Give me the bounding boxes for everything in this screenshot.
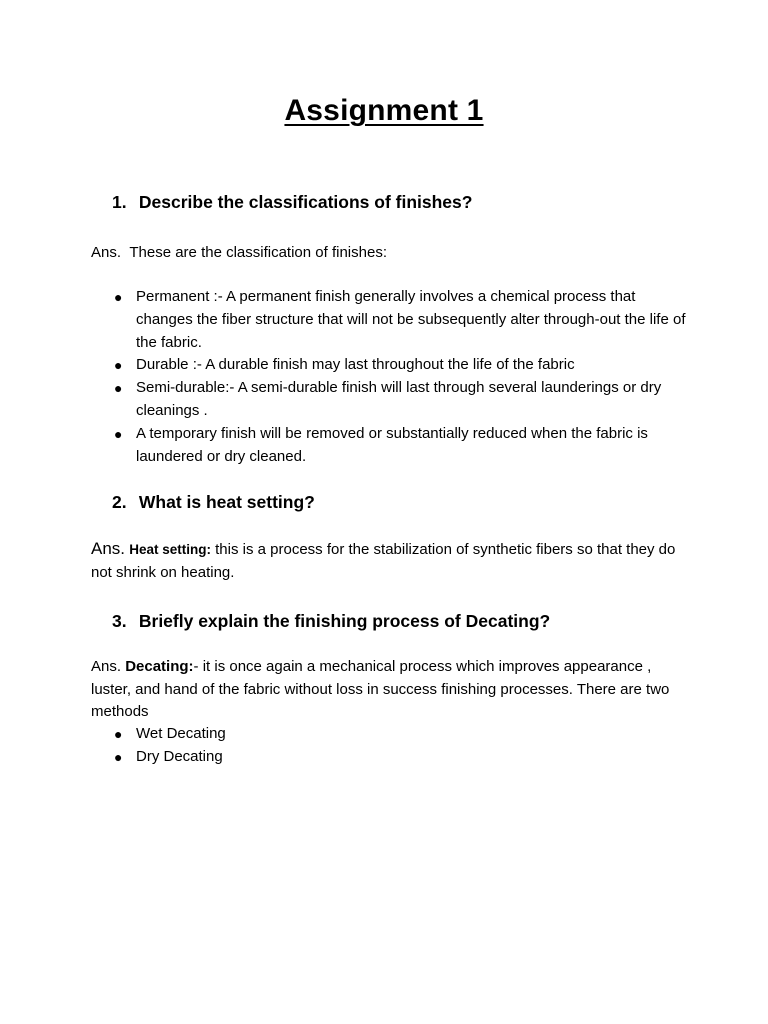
answer-1-bullet-list <box>112 286 692 468</box>
answer-label: Ans. <box>91 658 122 675</box>
question-number: 1. <box>112 192 127 212</box>
question-text: Briefly explain the finishing process of Decating? <box>138 611 551 631</box>
question-number: 2. <box>112 492 127 512</box>
answer-2 <box>91 538 691 584</box>
list-item: ● Dry Decating <box>112 746 692 769</box>
list-item: ● A temporary finish will be removed or substantially reduced when the fabric is laundered or dry cleaned. <box>114 424 648 465</box>
answer-3 <box>91 656 691 724</box>
answer-label: Ans. <box>91 539 126 558</box>
bullet-icon: ● <box>114 380 123 397</box>
question-number: 3. <box>112 611 127 631</box>
document-title: Assignment 1 <box>284 94 484 127</box>
question-3 <box>112 611 550 632</box>
bullet-icon: ● <box>114 726 123 742</box>
list-item: ● Semi-durable:- A semi-durable finish will last through several launderings or dry cleanings . <box>114 379 662 419</box>
bullet-icon: ● <box>114 289 123 305</box>
question-text: Describe the classifications of finishes? <box>138 192 473 212</box>
list-item: ● Wet Decating <box>112 723 692 746</box>
bullet-icon: ● <box>114 748 123 765</box>
answer-1-intro <box>91 242 691 265</box>
answer-text: this is a process for the stabilization of synthetic fibers so that they do not shrink on heating. <box>91 541 676 581</box>
question-1 <box>112 192 472 213</box>
answer-text: - it is once again a mechanical process which improves appearance , luster, and hand of the fabric without loss in success finishing processes. There are two methods <box>91 658 670 720</box>
bullet-icon: ● <box>114 425 123 442</box>
answer-intro-text: These are the classification of finishes: <box>129 244 387 261</box>
answer-label: Ans. <box>91 244 122 261</box>
question-text: What is heat setting? <box>138 492 315 512</box>
list-item: ● Permanent :- A permanent finish generally involves a chemical process that changes the fiber structure that will not be subsequently alter through-out the life of the fabric. <box>114 288 686 351</box>
bullet-icon: ● <box>114 357 123 374</box>
question-2 <box>112 492 315 513</box>
answer-term: Heat setting: <box>129 542 211 557</box>
list-item: ● Durable :- A durable finish may last throughout the life of the fabric <box>112 354 692 377</box>
answer-3-bullet-list <box>112 723 692 769</box>
answer-term: Decating: <box>125 658 194 675</box>
